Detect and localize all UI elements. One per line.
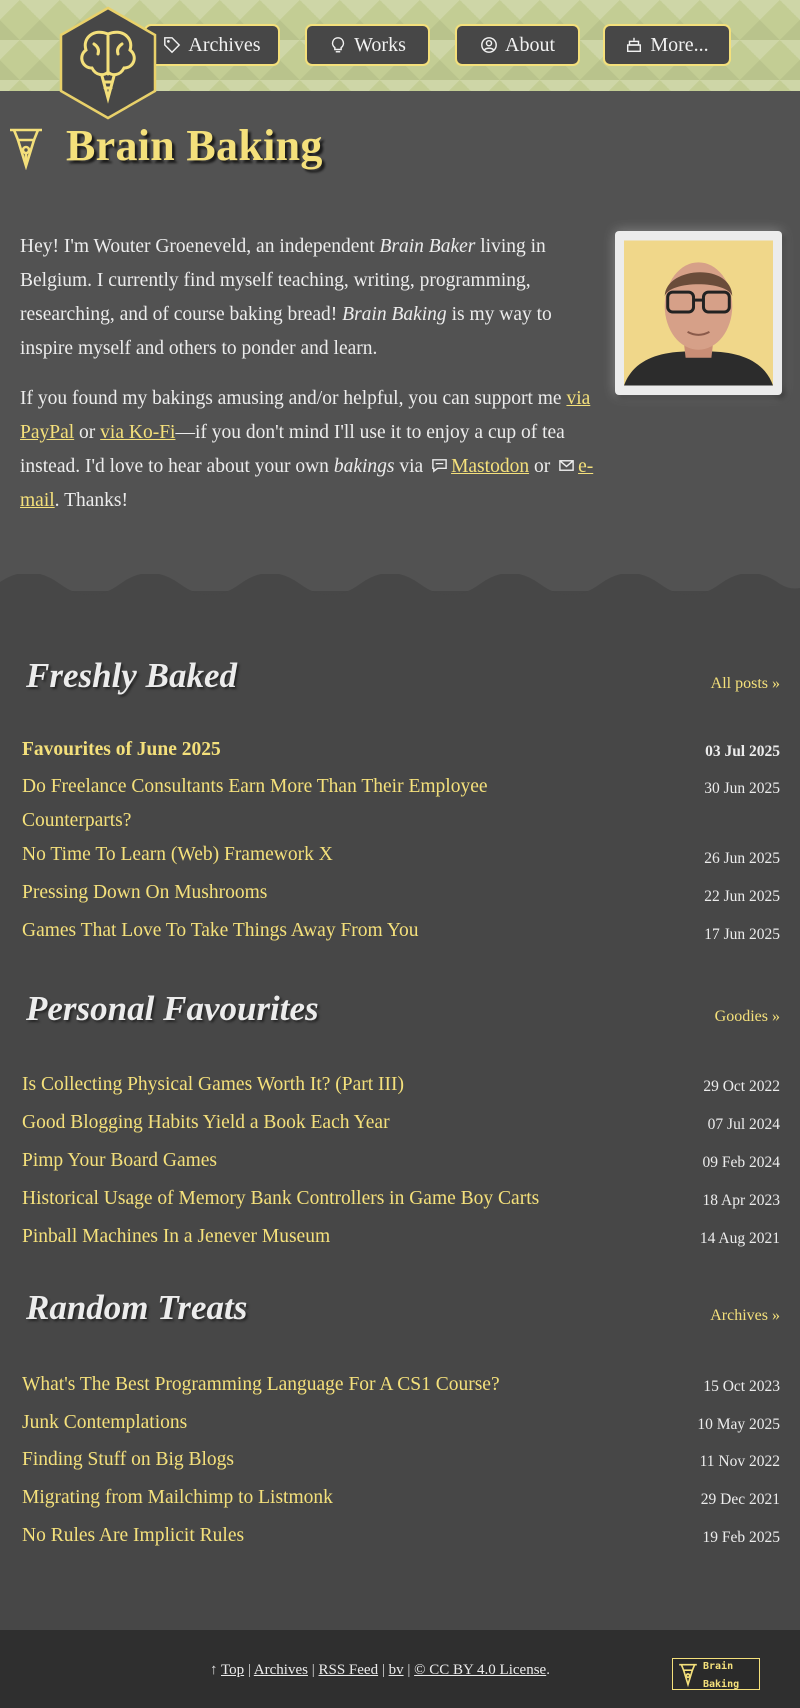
post-date: 29 Oct 2022 (703, 1078, 780, 1095)
intro-paragraph-1: Hey! I'm Wouter Groeneveld, an independent Brain Baker living in Belgium. I currently find myself teaching, writing, programming, researching, and of course baking bread! Brain Baking is my way to inspire myself and others to ponder and learn. (20, 236, 552, 359)
footer-archives-link[interactable]: Archives (253, 1662, 308, 1678)
footer-links: ↑ Top | Archives | RSS Feed | bv | © CC BY 4.0 License. (210, 1662, 550, 1678)
nav-about-button[interactable] (455, 24, 580, 66)
post-title[interactable]: What's The Best Programming Language For A CS1 Course? (22, 1374, 500, 1395)
fountain-pen-icon (677, 1661, 699, 1687)
fountain-pen-icon (6, 124, 46, 170)
site-title[interactable]: Brain Baking (66, 121, 323, 170)
chat-bubble-icon (431, 457, 448, 474)
envelope-icon (558, 457, 575, 474)
scallop-divider (0, 574, 800, 614)
footer-top-link[interactable]: Top (220, 1662, 245, 1678)
post-title[interactable]: Finding Stuff on Big Blogs (22, 1449, 235, 1470)
post-title[interactable]: Migrating from Mailchimp to Listmonk (22, 1487, 333, 1508)
post-title[interactable]: Good Blogging Habits Yield a Book Each Year (22, 1112, 390, 1133)
post-date: 22 Jun 2025 (704, 888, 780, 905)
post-title[interactable]: Pinball Machines In a Jenever Museum (22, 1226, 331, 1247)
author-portrait (615, 231, 782, 395)
post-date: 15 Oct 2023 (703, 1378, 780, 1395)
tag-icon (163, 36, 181, 54)
arrow-up-icon: ↑ (210, 1662, 218, 1678)
post-title[interactable]: Is Collecting Physical Games Worth It? (Part III) (22, 1074, 405, 1095)
post-date: 07 Jul 2024 (707, 1116, 780, 1133)
badge-line-2: Baking (703, 1679, 740, 1690)
mastodon-link[interactable]: Mastodon (451, 456, 530, 477)
nav-works-label: Works (354, 33, 406, 56)
post-title[interactable]: Favourites of June 2025 (22, 739, 221, 760)
post-date: 09 Feb 2024 (702, 1154, 780, 1171)
post-date: 10 May 2025 (697, 1416, 780, 1433)
lightbulb-icon (329, 36, 347, 54)
post-title[interactable]: Do Freelance Consultants Earn More Than Their Employee Counterparts? (22, 776, 488, 831)
badge-line-1: Brain (703, 1661, 734, 1672)
footer-bv-link[interactable]: bv (388, 1662, 404, 1678)
post-date: 30 Jun 2025 (704, 780, 780, 797)
post-date: 29 Dec 2021 (700, 1491, 780, 1508)
intro-paragraph-2: If you found my bakings amusing and/or helpful, you can support me via PayPal or via Ko-Fi—if you don't mind I'll use it to enjoy a cup of tea instead. I'd love to hear about your own bakings via Mastodon or e-mail. Thanks! (20, 388, 594, 511)
paypal-link[interactable]: via PayPal (20, 388, 591, 443)
nav-works-button[interactable] (305, 24, 430, 66)
nav-about-label: About (505, 33, 555, 56)
nav-more-label: More... (650, 33, 709, 56)
kofi-link[interactable]: via Ko-Fi (100, 422, 176, 443)
post-date: 18 Apr 2023 (702, 1192, 780, 1209)
post-date: 26 Jun 2025 (704, 850, 780, 867)
post-title[interactable]: Junk Contemplations (22, 1412, 188, 1433)
nav-more-button[interactable] (603, 24, 731, 66)
archives-link[interactable]: Archives » (710, 1307, 780, 1324)
post-title[interactable]: Games That Love To Take Things Away From You (22, 920, 419, 941)
nav-archives-button[interactable] (144, 24, 280, 66)
post-date: 11 Nov 2022 (699, 1453, 780, 1470)
goodies-link[interactable]: Goodies » (714, 1008, 780, 1025)
section-title-random-treats: Random Treats (26, 1288, 248, 1327)
post-title[interactable]: Pimp Your Board Games (22, 1150, 218, 1171)
cake-icon (625, 36, 643, 54)
section-title-personal-favourites: Personal Favourites (26, 989, 319, 1028)
footer-rss-link[interactable]: RSS Feed (318, 1662, 379, 1678)
post-title[interactable]: Pressing Down On Mushrooms (22, 882, 268, 903)
all-posts-link[interactable]: All posts » (710, 675, 780, 692)
footer-brain-baking-badge[interactable] (672, 1658, 760, 1690)
person-circle-icon (480, 36, 498, 54)
footer (0, 1630, 800, 1708)
post-date: 19 Feb 2025 (702, 1529, 780, 1546)
section-title-freshly-baked: Freshly Baked (26, 656, 237, 695)
email-link[interactable]: e-mail (20, 456, 594, 511)
post-title[interactable]: No Rules Are Implicit Rules (22, 1525, 245, 1546)
post-date: 14 Aug 2021 (699, 1230, 780, 1247)
post-title[interactable]: No Time To Learn (Web) Framework X (22, 844, 333, 865)
portrait-image (624, 240, 773, 386)
intro-text (20, 230, 600, 534)
footer-license-link[interactable]: © CC BY 4.0 License (414, 1662, 547, 1678)
brain-logo-icon[interactable] (58, 6, 158, 120)
post-date: 03 Jul 2025 (705, 743, 780, 760)
nav-archives-label: Archives (188, 33, 261, 56)
post-date: 17 Jun 2025 (704, 926, 780, 943)
post-title[interactable]: Historical Usage of Memory Bank Controllers in Game Boy Carts (22, 1188, 540, 1209)
